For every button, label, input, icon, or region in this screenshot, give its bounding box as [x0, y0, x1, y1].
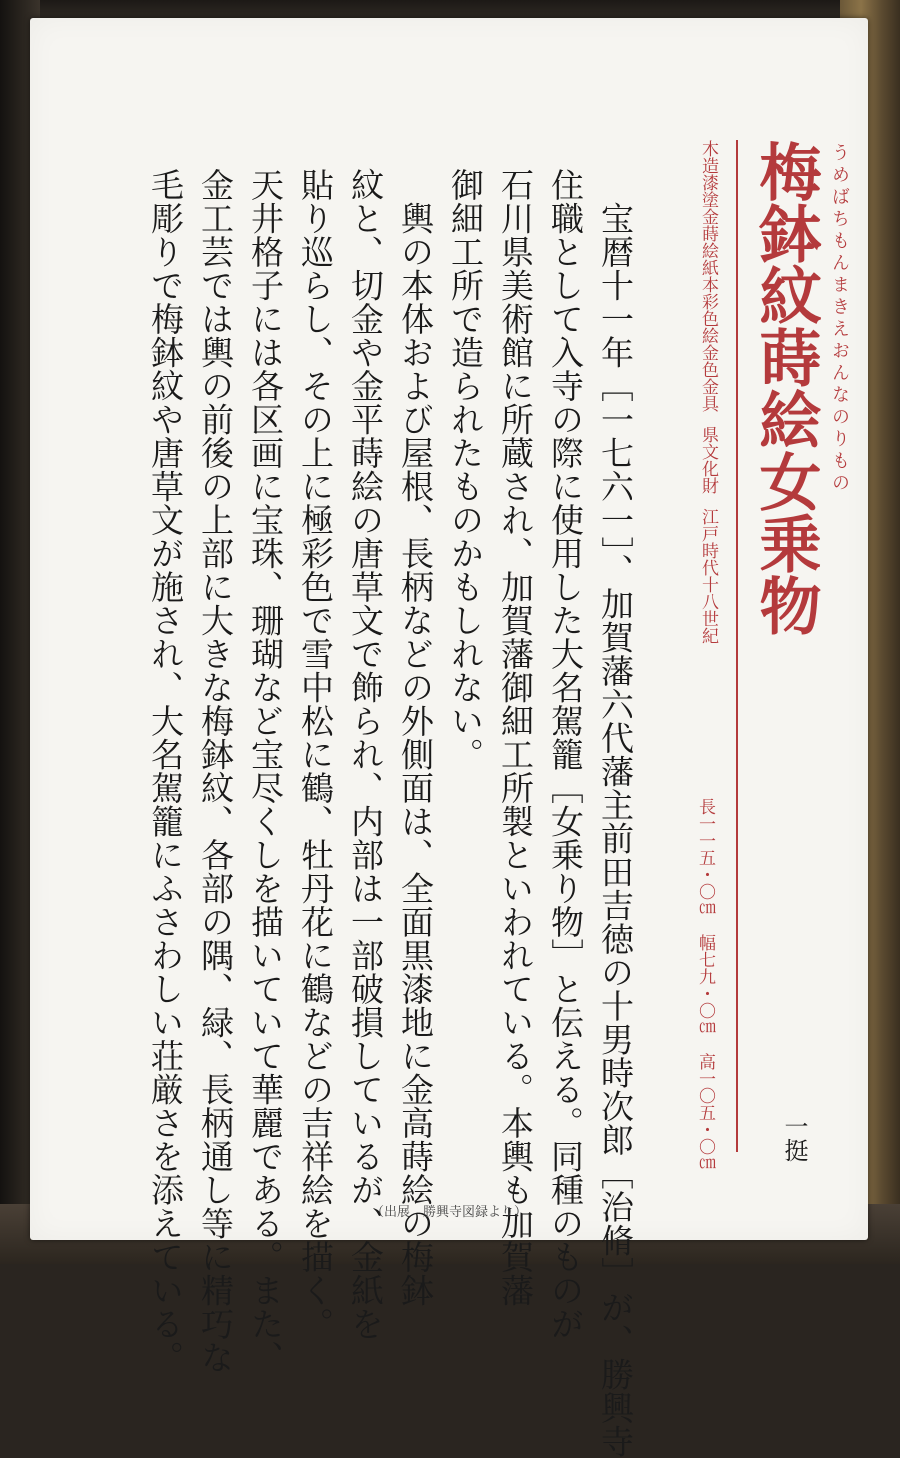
body-column-8: 天井格子には各区画に宝珠、珊瑚など宝尽くしを描いていて華麗である。また、 — [246, 168, 285, 1374]
title-divider-line — [736, 140, 738, 1152]
exhibit-subtitle — [699, 140, 716, 644]
body-column-2: 住職として入寺の際に使用した大名駕籠［女乗り物］と伝える。同種のものが — [546, 168, 585, 1341]
body-column-10: 毛彫りで梅鉢紋や唐草文が施され、大名駕籠にふさわしい荘厳さを添えている。 — [146, 168, 185, 1374]
subtitle-period: 江戸時代十八世紀 — [698, 508, 718, 644]
subtitle-materials: 木造漆塗金蒔絵紙本彩色絵金色金具 — [698, 140, 718, 412]
subtitle-designation: 県文化財 — [698, 426, 718, 494]
exhibit-title: 梅鉢紋蒔絵女乗物 — [749, 140, 822, 636]
exhibit-count: 一挺 — [780, 1114, 808, 1162]
source-credit: （出展 勝興寺図録より） — [370, 1205, 527, 1220]
body-column-7: 貼り巡らし、その上に極彩色で雪中松に鶴、牡丹花に鶴などの吉祥絵を描く。 — [296, 168, 335, 1341]
exhibit-dimensions: 長一一五・〇㎝ 幅七九・〇㎝ 高一〇五・〇㎝ — [695, 798, 715, 1172]
title-furigana: うめばちもんまきえおんなのりもの — [829, 143, 850, 495]
body-column-3: 石川県美術館に所蔵され、加賀藩御細工所製といわれている。本輿も加賀藩 — [496, 168, 535, 1307]
body-column-4: 御細工所で造られたものかもしれない。 — [446, 168, 485, 771]
body-column-1: 宝暦十一年［一七六一］、加賀藩六代藩主前田吉徳の十男時次郎［治脩］が、勝興寺 — [596, 168, 635, 1458]
body-column-5: 輿の本体および屋根、長柄などの外側面は、全面黒漆地に金高蒔絵の梅鉢 — [396, 168, 435, 1307]
body-column-6: 紋と、切金や金平蒔絵の唐草文で飾られ、内部は一部破損しているが、金紙を — [346, 168, 385, 1341]
body-column-9: 金工芸では輿の前後の上部に大きな梅鉢紋、各部の隅、緑、長柄通し等に精巧な — [196, 168, 235, 1374]
exhibit-label-card — [30, 18, 868, 1458]
